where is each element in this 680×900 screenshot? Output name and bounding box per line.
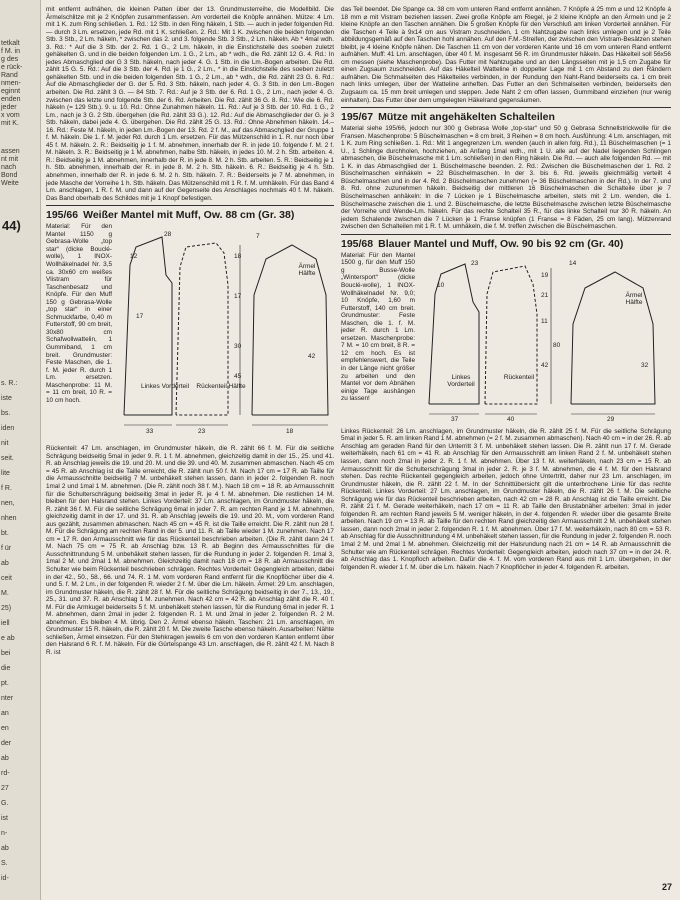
gutter-text-fragment: enden: [1, 96, 21, 103]
section-title: Mütze mit angehäkelten Schalteilen: [378, 111, 555, 124]
previous-page-gutter: [0, 0, 41, 900]
gutter-text-fragment: iste: [1, 395, 12, 402]
gutter-text-fragment: seit.: [1, 455, 14, 462]
diagram-label-back: Rückenteil Hälfte: [196, 383, 246, 391]
measure-label: 10: [437, 281, 445, 289]
divider: [341, 234, 671, 235]
section-heading-195-67: [341, 111, 671, 123]
measure-label: 19: [541, 271, 549, 279]
measure-label: 18: [234, 253, 242, 261]
right-column: [341, 6, 671, 571]
gutter-text-fragment: pt.: [1, 680, 9, 687]
gutter-text-fragment: s. R.:: [1, 380, 18, 387]
measure-label: 42: [541, 361, 549, 369]
measure-label: 37: [451, 415, 459, 423]
measure-label: 42: [308, 353, 316, 361]
measure-label: 80: [553, 341, 561, 349]
gutter-text-fragment: iden: [1, 425, 15, 432]
diagram-label-left-front: Linkes Vorderteil: [447, 373, 475, 388]
measure-label: 17: [136, 313, 144, 321]
gutter-text-fragment: bs.: [1, 410, 11, 417]
pattern-diagram-195-68: [421, 254, 671, 426]
divider: [46, 205, 334, 206]
gutter-text-fragment: nen,: [1, 500, 15, 507]
gutter-text-fragment: f M. in: [1, 48, 21, 55]
measure-label: 23: [471, 259, 479, 267]
gutter-text-fragment: 27: [1, 785, 9, 792]
gutter-text-fragment: eginnt: [1, 88, 21, 95]
section-heading-195-66: [46, 209, 334, 221]
measure-label: 40: [507, 415, 515, 423]
measure-label: 7: [256, 233, 260, 241]
gutter-text-fragment: tetkalt: [1, 40, 20, 47]
gutter-text-fragment: S.: [1, 860, 8, 867]
section-title: Weißer Mantel mit Muff, Ow. 88 cm (Gr. 38): [83, 209, 295, 222]
gutter-text-fragment: ist: [1, 815, 8, 822]
gutter-text-fragment: nt mit: [1, 156, 19, 163]
measure-label: 33: [146, 428, 154, 436]
diagram-label-left-front: Linkes Vorderteil: [140, 383, 190, 391]
gutter-text-fragment: e ab: [1, 635, 15, 642]
measure-label: 28: [164, 231, 172, 239]
gutter-text-fragment: Bond: [1, 172, 18, 179]
gutter-number: 44): [2, 218, 21, 233]
gutter-text-fragment: ceit: [1, 575, 12, 582]
gutter-text-fragment: nhen: [1, 515, 17, 522]
gutter-text-fragment: M.: [1, 590, 9, 597]
gutter-text-fragment: assen: [1, 148, 20, 155]
diagram-label-sleeve: Ärmel Hälfte: [298, 263, 316, 278]
gutter-text-fragment: bei: [1, 650, 11, 657]
gutter-text-fragment: jeder: [1, 104, 17, 111]
gutter-text-fragment: nit: [1, 440, 9, 447]
page-number: 27: [661, 882, 672, 892]
gutter-text-fragment: mit K.: [1, 120, 19, 127]
gutter-text-fragment: der: [1, 740, 12, 747]
gutter-text-fragment: iell: [1, 620, 10, 627]
gutter-text-fragment: g des: [1, 56, 19, 63]
diagram-label-back: Rückenteil: [503, 373, 535, 381]
material-block-195-66: [46, 223, 334, 445]
measure-label: 18: [286, 428, 294, 436]
measure-label: 23: [198, 428, 206, 436]
gutter-text-fragment: nach: [1, 164, 17, 171]
gutter-text-fragment: lite: [1, 470, 10, 477]
measure-label: 14: [569, 259, 577, 267]
section-code: 195/67: [341, 111, 374, 124]
diagram-label-sleeve: Ärmel Hälfte: [625, 291, 643, 306]
material-block-195-68: [341, 252, 671, 428]
instructions-195-68: Linkes Rückenteil: 26 Lm. anschlagen, im Grundmuster häkeln, die R. zählt 25 f. M. Für die seitliche Schrägung 5mal in jeder 5. R. am linken Rand 1 M. abnehmen (= 2 f. M. zusammen abmaschen). Nach 40 cm = in der 26. R. ab Anschlag am geraden Rand für den Unterritt 3 f. M. unbehäkelt stehen lassen. Die R. zählt nun 17 f. M. Gerade weiterhäkeln, nach 61 cm = 41 R. ab Anschlag für den Armausschnitt am linken Rand 2 f. M. unbehäkelt stehen lassen, dann noch 2mal in jeder 2. R. 1 f. M. abnehmen. Über 13 f. M. weiterhäkeln, nach 23 cm = 15 R. ab Armausschnitt für die Schulterschrägung 3mal in jeder 2. R. je 3 f. M. abnehmen, die 4 f. M. für den Halsrand stehen. Das rechte Rückenteil gegengleich arbeiten, jedoch ohne Untertritt, daher nur 23 Lm. anschlagen, im Grundmuster häkeln, die R. zählt 22 f. M. In der Schnittübersicht gilt die unterbrochene Linie für das rechte Rückenteil. Linkes Vorderteil: 27 Lm. anschlagen, im Grundmuster häkeln, die R. zählt 26 f. M. Die seitliche Schrägung wie für das Rückenteil beschrieben arbeiten, nach 42 cm = 28 R. ab Anschlag ist die Taille erreicht. Die R. zählt 21 f. M. Gerade weiterhäkeln, nach 17 cm = 11 R. ab Taille den Brustabnäher arbeiten: 3mal in jeder folgenden R. am rechten Rand jeweils 5 M. weniger häkeln, in der 4. folgenden R. wieder über die gesamte Breite arbeiten. Nach 19 cm = 13 R. ab Taille für den rechten Rand gleichzeitig den Armausschnitt 2 M. unbehäkelt stehen lassen, dann noch 2mal in jeder 2. folgenden R. 1 f. M. abnehmen. Über 17 f. M. weiterhäkeln, nach 80 cm = 53 R. ab Anschlag für die Ausschnittrundung 4 M. unbehäkelt stehen lassen, für die Rundung in jeder 2. folgenden R. noch 1mal 2 M. und 2mal 1 M. abnehmen. Gleichzeitig mit der Halsrundung nach 21 cm = 14 R. ab Armausschnitt die Schulter wie am Rückenteil schrägen. Rechtes Vorderteil: Gegengleich arbeiten, jedoch nach 37 cm = in der 24. R. ab Anschlag das 1. Knopfloch arbeiten. Dafür die 4. f. M. vom vorderen Rand aus mit 1 Lm. übergehen, in der folgenden R. wieder 1 f. M. über die Lm. häkeln. Nach 7 Knopflöcher in jeder 4. folgenden R. arbeiten.: [341, 427, 671, 571]
section-code: 195/68: [341, 237, 374, 250]
section-heading-195-68: [341, 238, 671, 250]
pattern-diagram-195-66: [116, 225, 334, 440]
gutter-text-fragment: f ür: [1, 545, 12, 552]
instructions-195-67: Material siehe 195/66, jedoch nur 300 g Gebrasa Wolle „top-star“ und 50 g Gebrasa Schnellstrickwolle für die Fransen. Maschenprobe: 5 Büschelmaschen = 8 cm breit, 3 Reihen = 8 cm hoch. Ausführung: 4 Lm. anschlagen, mit 1 K. zum Ring schließen. 1. Rd.: Mit 1 angegrenzen Lm. wenden (auch in allen folg. Rd.), 11 Büschelmaschen (= 1 U., 1 Schlinge durchholen, hochziehen, ab Anfang 1mal wdh., mit 1 U. alle auf der Nadel liegenden Schlingen abmaschen, die Büschelmasche mit 1 Lm. schließen) in den Ring häkeln. Die Rd. — auch alle folgenden Rd. — mit 1 K. in das Abmaschglied der 1. Büschelmasche beenden. 2. Rd.: Zwischen die Büschelmaschen der 1. Rd. 2 Büschelmaschen einhäkeln = 22 Büschelmaschen. In der 3. bis 6. Rd. jeweils gleichmäßig verteilt 4 Büschelmaschen und in der 4. Rd. 2 Büschelmaschen zunehmen (= 36 Büschelmaschen in der Rd.). In der 7. und 8. Rd. ohne zuzunehmen häkeln. Beidseitig der mittleren 16 Büschelmaschen die Schalteile über je 7 Büschelmaschen anhäkeln: In die 7 Lücken je 1 Büschelmasche arbeiten, stets mit 2 Lm. wenden, die 1. Büschelmasche zwischen die 1. und 2. Büschelmasche, die letzte Büschelmasche zwischen letzte Büschelmasche der Vorreihe und Wende-Lm. häkeln. Für das rechte Schalteil 35 R., für das linke Schalteil nur 30 R. häkeln. An jedem Schalende zwischen die 7 Lücken je 1 Franse knüpfen (1 Franse = 8 Fäden, 25 cm lang). Mützenrand zwischen den Schalteilen mit 1 R. f. M. umhäkeln, die f. M. treffen zwischen die Büschelmaschen.: [341, 125, 672, 231]
gutter-text-fragment: en: [1, 725, 9, 732]
gutter-text-fragment: G.: [1, 800, 9, 807]
intro-paragraph: mit entfernt aufnähen, die kleinen Patten über der 13. Grundmusterreihe, die Modellbild. Die Ärmelschlitze mit je 2 Knöpfen zusammenfassen. Am vorderteil die Knöpfe annähen. Mütze: 4 Lm. mit 1 K. zum Ring schließen. 1. Rd.: 12 Stb. in den Ring häkeln, 1 Stb. — auch in jeder folgenden Rd. — durch 3 Lm. ersetzen, jede Rd. mit 1 K. schließen. 2. Rd.: Mit 1 K. zwischen die beiden folgenden Stb. 3 Stb., 2 Lm. häkeln, * zwischen das 2. und 3. folgende Stb. 3 Stb., 2 Lm. häkeln. Ab * 4mal wdh. 3. Rd.: * Auf die 3 Stb. der 2. Rd. 1 G., 2 Lm. häkeln, in die Einstichstelle des soeben zuletzt gehäkelten G. und in die beiden folgenden Lm. 1 G., 2 Lm., ab * wdh., die Rd. zählt 12 G. 4. Rd.: In jedes Abmaschglied der G 3 Stb. häkeln, nach jeder 4. G. 1 Stb. in die Lm.-Bogen arbeiten. Die Rd. zählt 15 G. 5. Rd.: Auf die 3 Stb. der 4. Rd. je 1 G., 2 Lm., * in die Einstichstelle des soeben zuletzt gehäkelten Stb. und in die beiden folgenden Stb. 1 G., 2 Lm., ab * wdh., die Rd. zählt 23 G. 6. Rd.: Auf die Abmaschglieder der G. der 5. Rd. 3 Stb. häkeln, nach jeder 4. G. 3 Stb. in den Lm.-Bogen arbeiten. Die Rd. zählt 3 G. — 84 Stb. 7. Rd.: Auf je 3 Stb. der 6. Rd. 1 G., 2 Lm., nach jeder 4. G. zwischen das letzte und folgende Stb. der 6. Rd. Arbeiten. Die Rd. zählt 36 G. 8. Rd.: Wie die 6. Rd. häkeln (= 129 Stb.). 9. u. 10. Rd.: Ohne Zunahmen häkeln. 11. Rd.: Auf je 3 Stb. der 10. Rd. 1 G., 2 Lm., nach je 3 G. 2 Stb. übergehen (die Rd. zählt 33 G.). 12. Rd.: Auf die Abmaschglieder der G. je 3 Stb. häkeln, dabei jede 4. G. übergehen. Die Rd. zählt 25 G. 13. Rd.: Ohne Abnehmen häkeln. 14.–16. Rd.: Feste M. häkeln, in jeden Lm.-Bogen der 13. Rd. 2 f. M., auf das Abmaschglied der Gruppe 1 f. M. häkeln. Die 1. f. M. jeder Rd. durch 1 Lm. ersetzen. Für das Mützenschild in 1. R. nur noch über 45 f. M. häkeln. 2. R.: Beidseitig je 1 f. M. abnehmen, innerhalb der R. in jede 10. folgende f. M. 2 f. M. häkeln. 3. R.: Beidseitig je 1 M. abnehmen, halbe Stb. häkeln, in jedes 10. M. 2 h. Stb. arbeiten. 4. R.: Beidseitig je 1 M. abnehmen, innerhalb der R. in jede 8. M. 2 h. Stb. arbeiten. 5. R.: Beidseitig je 1 h. Stb. abnehmen, innerhalb der R. in jede 8. M. 2 h. Stb. häkeln. 6. R.: Beidseitig je 4 h. Stb. abnehmen, innerhalb der R. in jede 6. M. 2 h. Stb. häkeln. 7. R.: Beiderseits je 7 M. abnehmen, in jede Masche der Vorreihe 1 h. Stb. häkeln. Das Mützenschild mit 1 R. f. M. umhäkeln. Für das Band 4 Lm. anschlagen, 1 R. f. M. und dann auf der Gegenseite des Anschlages nochmals 40 f. M. häkeln. Das Band oberhalb des Schildes mit je 1 Knopf befestigen.: [46, 6, 334, 202]
gutter-text-fragment: x vom: [1, 112, 20, 119]
measure-label: 32: [641, 361, 649, 369]
measure-label: 30: [234, 343, 242, 351]
gutter-text-fragment: f R.: [1, 485, 12, 492]
left-column: [46, 6, 334, 657]
measure-label: 11: [541, 317, 548, 325]
measure-label: 17: [234, 293, 242, 301]
gutter-text-fragment: nmen-: [1, 80, 21, 87]
gutter-text-fragment: bt.: [1, 530, 9, 537]
gutter-text-fragment: n-: [1, 830, 8, 837]
gutter-text-fragment: nter: [1, 695, 14, 702]
material-text: Material: Für den Mantel 1500 g, für den Muff 150 g Busse-Wolle „Wintersport“ (dicke Bouclé-wolle), 1 INOX-Wollhäkelnadel Nr. 9,0; 10 Knöpfe, 1,60 m Futterstoff, 140 cm breit. Grundmuster: Feste Maschen, die 1. f. M. jeder R. durch 1 Lm. ersetzen. Maschenprobe: 7 M. = 10 cm breit, 8 R. = 12 cm hoch. Es ist empfehlenswert, die Teile in der Länge nicht größer zu arbeiten und den Mantel vor dem Abnähen einige Tage aushängen zu lassen!: [341, 251, 415, 403]
measure-label: 45: [234, 373, 242, 381]
gutter-text-fragment: Rand: [1, 72, 18, 79]
gutter-text-fragment: an: [1, 710, 9, 717]
gutter-text-fragment: 25): [1, 605, 12, 612]
gutter-text-fragment: die: [1, 665, 11, 672]
gutter-text-fragment: ab: [1, 560, 9, 567]
gutter-text-fragment: ab: [1, 755, 9, 762]
section-title: Blauer Mantel und Muff, Ow. 90 bis 92 cm (Gr. 40): [378, 237, 624, 250]
gutter-text-fragment: e rück-: [1, 64, 23, 71]
measure-label: 29: [607, 415, 615, 423]
continuation-paragraph: das Teil beendet. Die Spange ca. 38 cm vom unteren Rand entfernt annähen. 7 Knöpfe á 25 mm ⌀ und 12 Knöpfe á 18 mm ⌀ mit Vistram beziehen lassen. Zwei große Knöpfe am Riegel, je 2 kleine Knöpfe an den Ärmeln und je 2 kleine Knöpfe an den Taschen annähen. Die 5 großen Knöpfe für den Verschluß am linken Vorderteil annähen. Für die Taschen 4 Teile à 9x14 cm aus Vistram zuschneiden, 1 cm Nahtzugabe nach links umlegen und je 2 Teile abbildungsgemäß auf den Taschen hohl annähen. Auf den F.M.-Streifen, der zwischen den Vistram-Besätzen stehen bleibt, je 4 kleine Knöpfe nähen. Die Taschen 11 cm von der vorderen Kante und 16 cm vom unteren Rand entfernt aufnähen. Muff: 41 Lm. anschlagen, über 40 f. M. insgesamt 56 R. im Grundmuster häkeln. Das Häkelteil soll 56x56 cm messen (siehe Maschenprobe). Das Futter mit Nahtzugabe und an den Längsseiten mit je 1,5 cm Zugabe für einen Zugsaum zuschneiden. Auf das Häkelteil Watteline in doppelter Lage mit 1 cm Abstand zu den Rändern aufnähen. Die Schmalseiten des Häkelteiles verbinden, in der Rundung den Naht-Rand beiderseits ca. 1 cm breit nach links umlegen, über der Watteline anheften. Das Futter an den Schmalseiten verbinden, beiderseits den Zugsaum ca. 15 mm breit umlegen und steppen. Jede Naht 2 cm offen lassen, Gummiband einziehen (nur wenig einhalten). Das Futter über dem umgelegten Häkelrand gegensäumen.: [341, 6, 671, 104]
divider: [341, 107, 671, 108]
section-code: 195/66: [46, 209, 79, 222]
gutter-text-fragment: ab: [1, 845, 9, 852]
instructions-195-66: Rückenteil: 47 Lm. anschlagen, im Grundmuster häkeln, die R. zählt 66 f. M. Für die seitliche Schrägung beidseitig 5mal in jeder 9. R. 1 f. M. abnehmen, gleichzeitig damit in der 15., 25. und 41. R. ab Anschlag jeweils die 19. und 20. M. und die 39. und 40. M. zusammen abmaschen. Nach 45 cm = 45 R. ab Anschlag ist die Taille erreicht, die R. zählt nun 50 f. M. Nach 17 cm = 17 R. ab Taille für die Armausschnitte beidseitig 7 M. unbehäkelt stehen lassen, dann in jeder 2. folgenden R. noch 1mal 2 und 1mal 1 M. abnehmen. (Die R. zählt noch 38 f. M.). Nach 18 cm = 18 R. ab Armausschnitt für die Schulterschrägung beidseitig 3mal in jeder R. je 4 f. M. abnehmen. Die restlichen 14 M. bleiben für den Halsrand stehen. Linkes Vorderteil: 37 Lm. anschlagen, im Grundmuster häkeln, die R. zählt 36 f. M. Für die seitliche Schrägung 6mal in jeder 7. R. am rechten Rand je 1 M. abnehmen, gleichzeitig damit in der 17. und 31. R. ab Anschlag jeweils die 19. und 20. M., vom vorderen Rand aus gezählt, zusammen abmaschen. Nach 45 cm = 45 R. ist die Taille erreicht. Die R. zählt nun 28 f. M. Für die Schrägung am rechten Rand in der 5. und 11. R. ab Taille wieder 1 M. zunehmen. Nach 17 cm = 17 R. den Armausschnitt wie für das Rückenteil beschrieben arbeiten. (Die R. zählt dann 24 f. M. Nach 75 cm = 75 R. ab Anschlag bzw. 13 R. ab Beginn des Armausschnittes für die Ausschnittrundung 5 M. unbehäkelt stehen lassen, für die Rundung in jeder 2. folgenden R. 1mal 3, 1mal 2 M. und 2mal 1 M. abnehmen. Gleichzeitig damit nach 18 cm = 18 R. ab Armausschnitt die Schulter wie beim Rückenteil beschrieben schrägen. Rechtes Vorderteil: Gegengleich arbeiten, dabei in der 42., 50., 58., 66. und 74. R. 1 M. vom vorderen Rand entfernt für die Knopflöcher über die 4. und 5. f. M. 2 Lm., in der folgenden R. wieder 2 f. M. über die Lm. häkeln. Ärmel: 29 Lm. anschlagen, im Grundmuster häkeln, die R. zählt 28 f. M. Für die seitliche Schrägung beidseitig in der 7., 13., 19., 25., 31. und 37. R. ab Anschlag 1 M. zunehmen. Nach 42 cm = 42 R. ab Anschlag zählt die R. 40 f. M. Für die Armkugel beiderseits 5 f. M. unbehäkelt stehen lassen, für die Rundung 6mal in jeder R. 1 M. abnehmen, dann 2mal in jeder 2. folgenden R. 1 M. und 2mal in jeder 2. folgenden R. 2 M. abnehmen. Es bleiben 4 M. übrig. Den 2. Ärmel ebenso häkeln. Taschen: 21 Lm. anschlagen, im Grundmuster 15 R. häkeln, die R. zählt 20 f. M. Die zweite Tasche ebenso häkeln. Ausarbeiten: Nähte schließen, Ärmel einsetzen. Für den Stehkragen jeweils 6 cm von den vorderen Kanten entfernt über den Halsrand 6 R. f. M. häkeln. Für die Gürtelspange 43 Lm. anschlagen, die R. zählt 42 f. M. Nach 8 R. ist: [46, 445, 334, 656]
gutter-text-fragment: id-: [1, 875, 9, 882]
gutter-text-fragment: Weite: [1, 180, 19, 187]
material-text: Material: Für den Mantel 1150 g Gebrasa-Wolle „top star“ (dicke Bouclé-wolle), 1 INOX-Wollhäkelnadel Nr. 3,5 ca. 30x60 cm weißes Vlistram für Taschenbesatz und Knöpfe. Für den Muff 150 g Gebrasa-Wolle „top star“ in einer Schmuckfarbe, 0,40 m Futterstoff, 90 cm breit, 30x80 cm Schafwollwattelin, 1 Gummiband, 1 cm breit. Grundmuster: Feste Maschen, die 1. f. M. jeder R. durch 1 Lm. ersetzen. Maschenprobe: 11 M. = 11 cm breit, 10 R. = 10 cm hoch.: [46, 223, 112, 404]
measure-label: 21: [541, 291, 549, 299]
measure-label: 12: [130, 253, 138, 261]
gutter-text-fragment: rd-: [1, 770, 10, 777]
